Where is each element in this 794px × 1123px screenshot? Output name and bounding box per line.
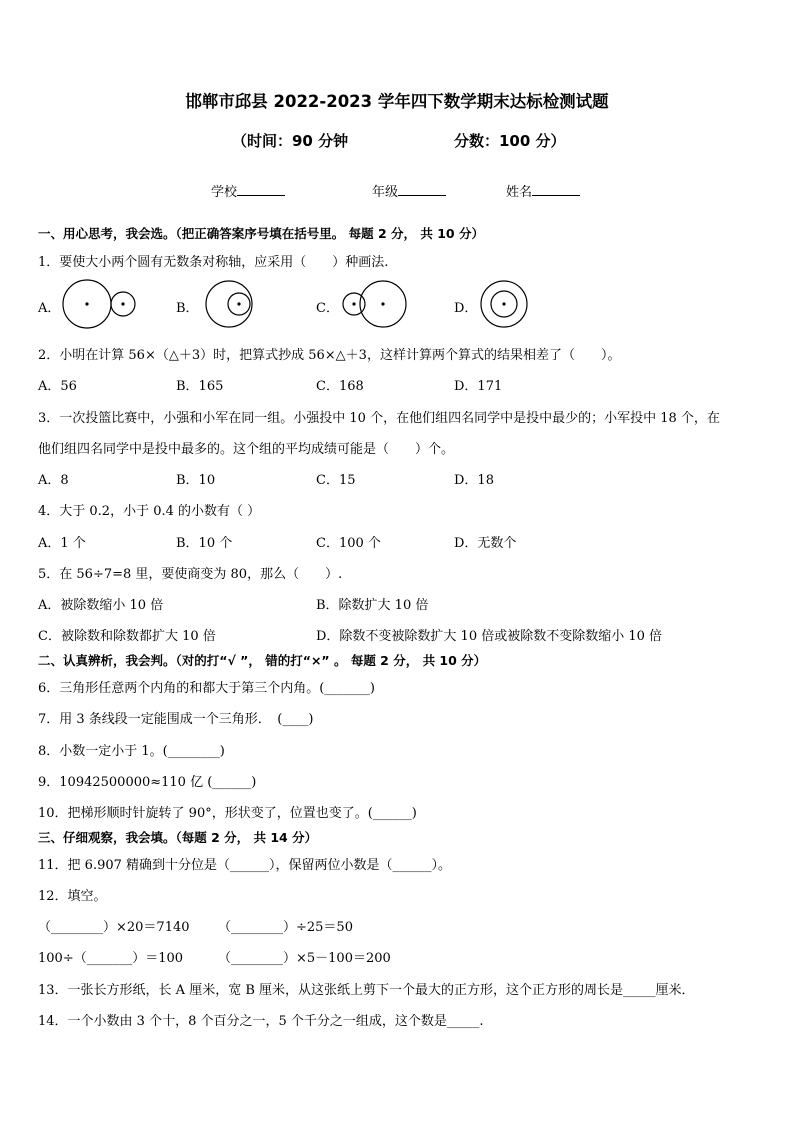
q3-option-b: B．10: [176, 473, 216, 488]
q1-figure-a: [61, 280, 141, 330]
q5-option-d: D．除数不变被除数扩大 10 倍或被除数不变除数缩小 10 倍: [316, 629, 663, 644]
question-4: 4．大于 0.2，小于 0.4 的小数有（ ）: [38, 504, 261, 519]
question-7: 7．用 3 条线段一定能围成一个三角形． (____): [38, 712, 314, 727]
q1-a-small-center: [121, 302, 124, 305]
q1-b-center: [237, 302, 240, 305]
question-11: 11．把 6.907 精确到十分位是（______），保留两位小数是（______）。: [38, 858, 452, 873]
q1-c-small-center: [352, 302, 355, 305]
q2-option-b: B．165: [176, 379, 224, 394]
q1-option-c: C．: [316, 301, 339, 316]
question-10: 10．把梯形顺时针旋转了 90°，形状变了，位置也变了。(______): [38, 806, 417, 821]
q1-figure-b: [205, 280, 255, 330]
q4-option-a: A．1 个: [38, 536, 86, 551]
q3-option-c: C．15: [316, 473, 356, 488]
q4-option-b: B．10 个: [176, 536, 233, 551]
page-title: 邯郸市邱县 2022-2023 学年四下数学期末达标检测试题: [185, 92, 609, 111]
grade-label: 年级: [372, 185, 399, 200]
section-1-heading: 一、用心思考，我会选。（把正确答案序号填在括号里。 每题 2 分， 共 10 分）: [38, 226, 484, 241]
q4-option-c: C．100 个: [316, 536, 381, 551]
question-13: 13．一张长方形纸，长 A 厘米，宽 B 厘米，从这张纸上剪下一个最大的正方形，这个正方形的周长是_____厘米．: [38, 983, 695, 998]
name-label: 姓名: [506, 185, 533, 200]
question-14: 14．一个小数由 3 个十，8 个百分之一，5 个千分之一组成，这个数是_____.: [38, 1014, 484, 1029]
question-12: 12．填空。: [38, 889, 107, 904]
q12-blank-b: （________）÷25＝50: [218, 920, 353, 935]
q1-d-center: [502, 302, 505, 305]
question-1: 1．要使大小两个圆有无数条对称轴，应采用（ ）种画法.: [38, 255, 389, 270]
question-2: 2．小明在计算 56×（△＋3）时，把算式抄成 56×△＋3，这样计算两个算式的结果相差了（ ）。: [38, 348, 621, 363]
school-blank[interactable]: [237, 183, 285, 196]
q12-blank-c: 100÷（_______）＝100: [38, 951, 184, 966]
question-5: 5．在 56÷7=8 里，要使商变为 80，那么（ ）.: [38, 567, 343, 582]
q3-option-a: A．8: [38, 473, 69, 488]
exam-time: （时间：90 分钟: [232, 132, 349, 150]
q3-option-d: D．18: [454, 473, 494, 488]
school-label: 学校: [211, 185, 238, 200]
name-field: [506, 181, 580, 200]
question-6: 6．三角形任意两个内角的和都大于第三个内角。(_______): [38, 681, 375, 696]
grade-field: [372, 181, 446, 200]
grade-blank[interactable]: [398, 183, 446, 196]
q1-figure-d: [480, 280, 530, 330]
q1-c-large-center: [381, 302, 384, 305]
q2-option-a: A．56: [38, 379, 77, 394]
q1-figure-c: [341, 280, 411, 330]
name-blank[interactable]: [532, 183, 580, 196]
q1-option-b: B．: [176, 301, 199, 316]
q4-option-d: D．无数个: [454, 536, 517, 551]
section-3-heading: 三、仔细观察，我会填。（每题 2 分， 共 14 分）: [38, 830, 318, 845]
q12-blank-d: （________）×5－100＝200: [218, 951, 391, 966]
q5-option-b: B．除数扩大 10 倍: [316, 598, 429, 613]
question-9: 9．10942500000≈110 亿 (______): [38, 775, 257, 790]
q2-option-d: D．171: [454, 379, 503, 394]
question-3-line-2: 他们组四名同学中是投中最多的。这个组的平均成绩可能是（ ）个。: [38, 442, 455, 457]
q2-option-c: C．168: [316, 379, 364, 394]
q1-b-large-circle: [206, 281, 252, 327]
q1-option-a: A．: [38, 301, 61, 316]
q1-option-d: D．: [454, 301, 478, 316]
q5-option-a: A．被除数缩小 10 倍: [38, 598, 164, 613]
exam-score: 分数：100 分）: [454, 132, 566, 150]
q5-option-c: C．被除数和除数都扩大 10 倍: [38, 629, 216, 644]
question-3-line-1: 3．一次投篮比赛中，小强和小军在同一组。小强投中 10 个，在他们组四名同学中是投中最少的；小军投中 18 个，在: [38, 411, 720, 426]
section-2-heading: 二、认真辨析，我会判。（对的打“√ ”， 错的打“×” 。 每题 2 分， 共 10 分）: [38, 653, 487, 668]
school-field: [211, 181, 285, 200]
q12-blank-a: （________）×20＝7140: [38, 920, 190, 935]
q1-a-large-center: [85, 302, 88, 305]
question-8: 8．小数一定小于 1。(________): [38, 744, 225, 759]
